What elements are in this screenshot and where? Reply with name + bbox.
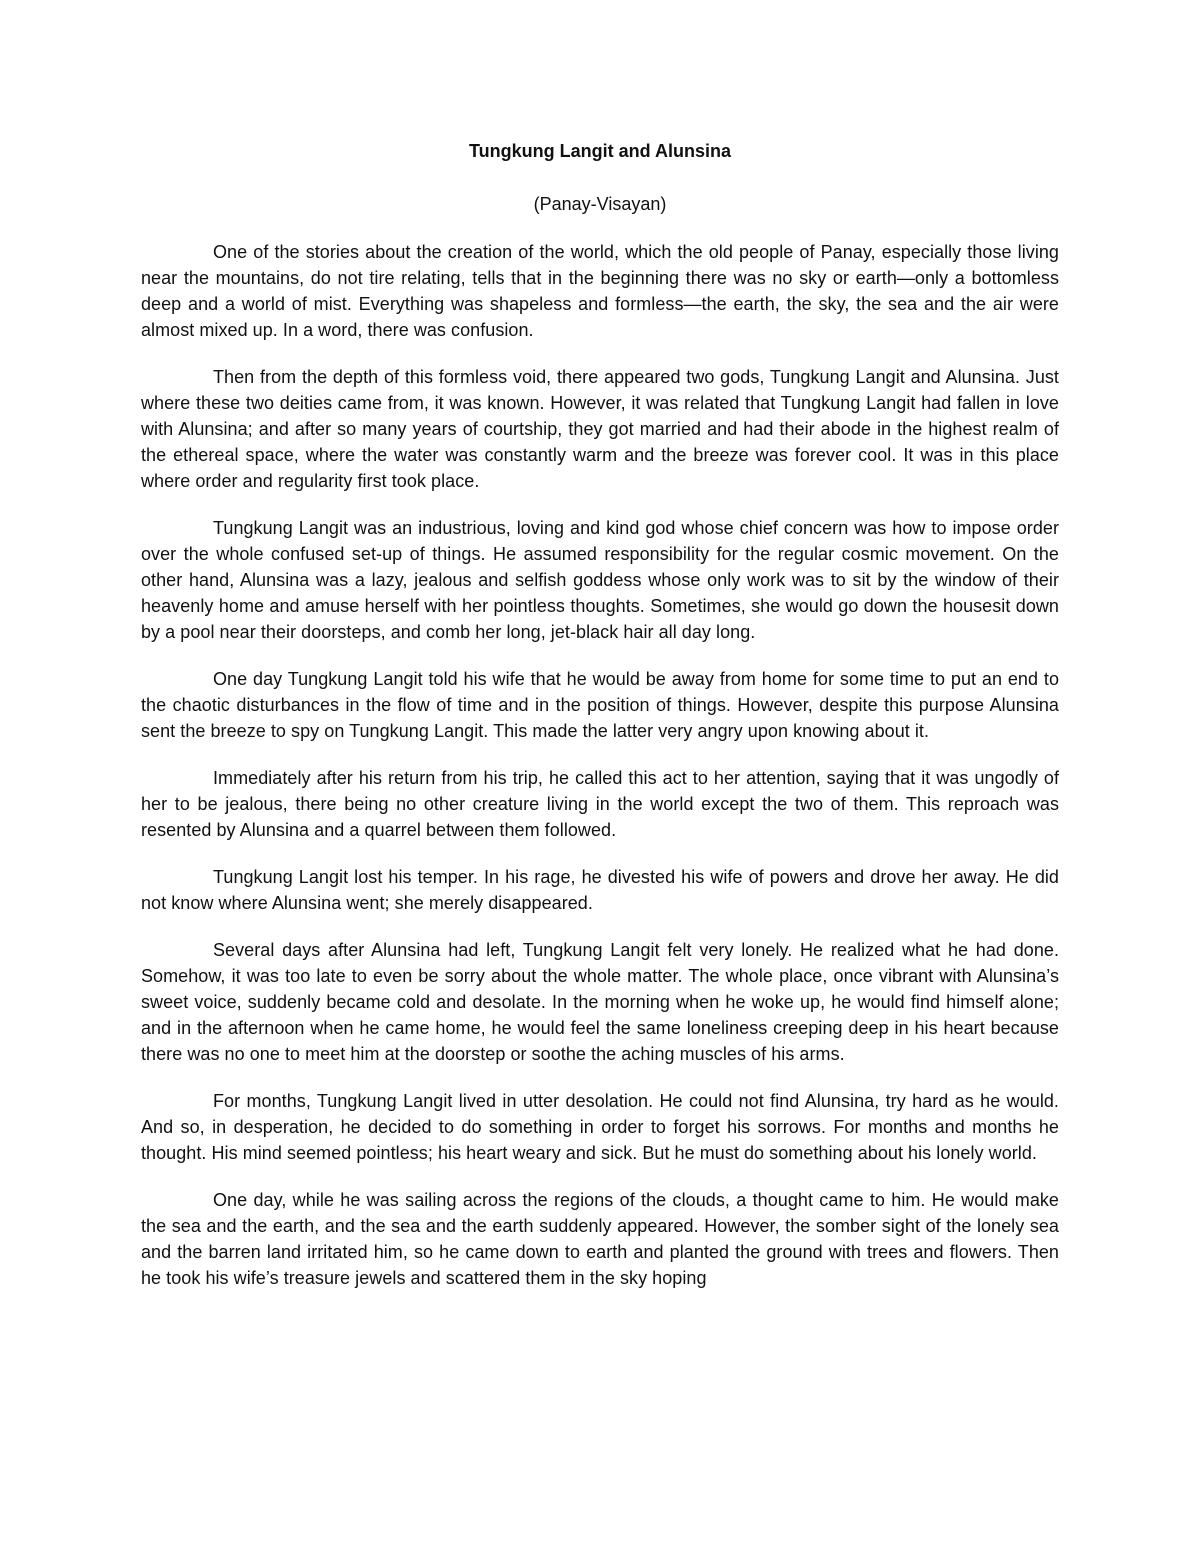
paragraph: One day Tungkung Langit told his wife that he would be away from home for some time to put an end to the chaotic disturbances in the flow of time and in the position of things. However, despite this purpose Alunsina sent the breeze to spy on Tungkung Langit. This made the latter very angry upon knowing about it. [141,669,1059,741]
paragraph: One of the stories about the creation of the world, which the old people of Panay, especially those living near the mountains, do not tire relating, tells that in the beginning there was no sky or earth—only a bottomless deep and a world of mist. Everything was shapeless and formless—the earth, the sky, the sea and the air were almost mixed up. In a word, there was confusion. [141,242,1059,340]
paragraph: Several days after Alunsina had left, Tungkung Langit felt very lonely. He realized what he had done. Somehow, it was too late to even be sorry about the whole matter. The whole place, once vibrant with Alunsina’s sweet voice, suddenly became cold and desolate. In the morning when he woke up, he would find himself alone; and in the afternoon when he came home, he would feel the same loneliness creeping deep in his heart because there was no one to meet him at the doorstep or soothe the aching muscles of his arms. [141,940,1059,1064]
document-subtitle: (Panay-Visayan) [533,194,667,214]
paragraph: Tungkung Langit lost his temper. In his rage, he divested his wife of powers and drove her away. He did not know where Alunsina went; she merely disappeared. [141,867,1059,913]
document-title: Tungkung Langit and Alunsina [469,141,731,161]
paragraph: One day, while he was sailing across the regions of the clouds, a thought came to him. He would make the sea and the earth, and the sea and the earth suddenly appeared. However, the somber sight of the lonely sea and the barren land irritated him, so he came down to earth and planted the ground with trees and flowers. Then he took his wife’s treasure jewels and scattered them in the sky hoping [141,1190,1059,1288]
document-page [141,138,1059,1291]
paragraph: For months, Tungkung Langit lived in utter desolation. He could not find Alunsina, try hard as he would. And so, in desperation, he decided to do something in order to forget his sorrows. For months and months he thought. His mind seemed pointless; his heart weary and sick. But he must do something about his lonely world. [141,1091,1059,1163]
paragraph: Immediately after his return from his trip, he called this act to her attention, saying that it was ungodly of her to be jealous, there being no other creature living in the world except the two of them. This reproach was resented by Alunsina and a quarrel between them followed. [141,768,1059,840]
paragraph: Tungkung Langit was an industrious, loving and kind god whose chief concern was how to impose order over the whole confused set-up of things. He assumed responsibility for the regular cosmic movement. On the other hand, Alunsina was a lazy, jealous and selfish goddess whose only work was to sit by the window of their heavenly home and amuse herself with her pointless thoughts. Sometimes, she would go down the housesit down by a pool near their doorsteps, and comb her long, jet-black hair all day long. [141,518,1059,642]
paragraph: Then from the depth of this formless void, there appeared two gods, Tungkung Langit and Alunsina. Just where these two deities came from, it was known. However, it was related that Tungkung Langit had fallen in love with Alunsina; and after so many years of courtship, they got married and had their abode in the highest realm of the ethereal space, where the water was constantly warm and the breeze was forever cool. It was in this place where order and regularity first took place. [141,367,1059,491]
